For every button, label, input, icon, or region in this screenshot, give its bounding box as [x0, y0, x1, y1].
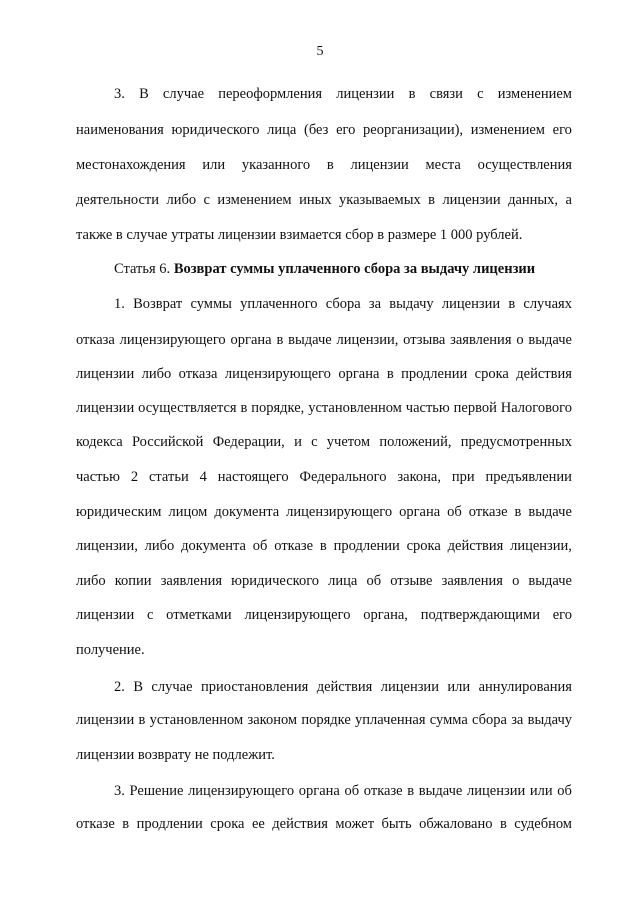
paragraph-article6-item1-line: лицензии осуществляется в порядке, установленном частью первой Налогового — [76, 400, 572, 416]
article-heading — [114, 259, 535, 279]
paragraph-article6-item1-line: кодекса Российской Федерации, и с учетом положений, предусмотренных — [76, 434, 572, 450]
paragraph-article5-item3-line: 3. В случае переоформления лицензии в связи с изменением — [114, 86, 572, 102]
paragraph-article6-item1-line: отказа лицензирующего органа в выдаче лицензии, отзыва заявления о выдаче — [76, 332, 572, 348]
paragraph-article5-item3-line: местонахождения или указанного в лицензии места осуществления — [76, 157, 572, 173]
paragraph-article6-item1-line: либо копии заявления юридического лица об отзыве заявления о выдаче — [76, 573, 572, 589]
paragraph-article6-item2-line: лицензии возврату не подлежит. — [76, 747, 275, 763]
paragraph-article6-item2-line: лицензии в установленном законом порядке уплаченная сумма сбора за выдачу — [76, 712, 572, 728]
paragraph-article6-item2-line: 2. В случае приостановления действия лицензии или аннулирования — [114, 679, 572, 695]
page-number: 5 — [316, 44, 324, 59]
article-title: Возврат суммы уплаченного сбора за выдачу лицензии — [173, 261, 536, 277]
paragraph-article6-item1-line: юридическим лицом документа лицензирующего органа об отказе в выдаче — [76, 504, 572, 520]
paragraph-article5-item3-line: деятельности либо с изменением иных указываемых в лицензии данных, а — [76, 192, 572, 208]
paragraph-article6-item1-line: получение. — [76, 642, 145, 658]
paragraph-article6-item3-line: отказе в продлении срока ее действия может быть обжаловано в судебном — [76, 816, 572, 832]
paragraph-article6-item1-line: частью 2 статьи 4 настоящего Федерального закона, при предъявлении — [76, 469, 572, 485]
paragraph-article6-item3-line: 3. Решение лицензирующего органа об отказе в выдаче лицензии или об — [114, 783, 572, 799]
paragraph-article6-item1-line: лицензии с отметками лицензирующего органа, подтверждающими его — [76, 607, 572, 623]
article-number: Статья 6. — [114, 261, 174, 277]
paragraph-article6-item1-line: 1. Возврат суммы уплаченного сбора за выдачу лицензии в случаях — [114, 296, 572, 312]
paragraph-article5-item3-line: также в случае утраты лицензии взимается сбор в размере 1 000 рублей. — [76, 227, 523, 243]
paragraph-article6-item1-line: лицензии либо отказа лицензирующего органа в продлении срока действия — [76, 366, 572, 382]
paragraph-article6-item1-line: лицензии, либо документа об отказе в продлении срока действия лицензии, — [76, 538, 572, 554]
paragraph-article5-item3-line: наименования юридического лица (без его реорганизации), изменением его — [76, 122, 572, 138]
